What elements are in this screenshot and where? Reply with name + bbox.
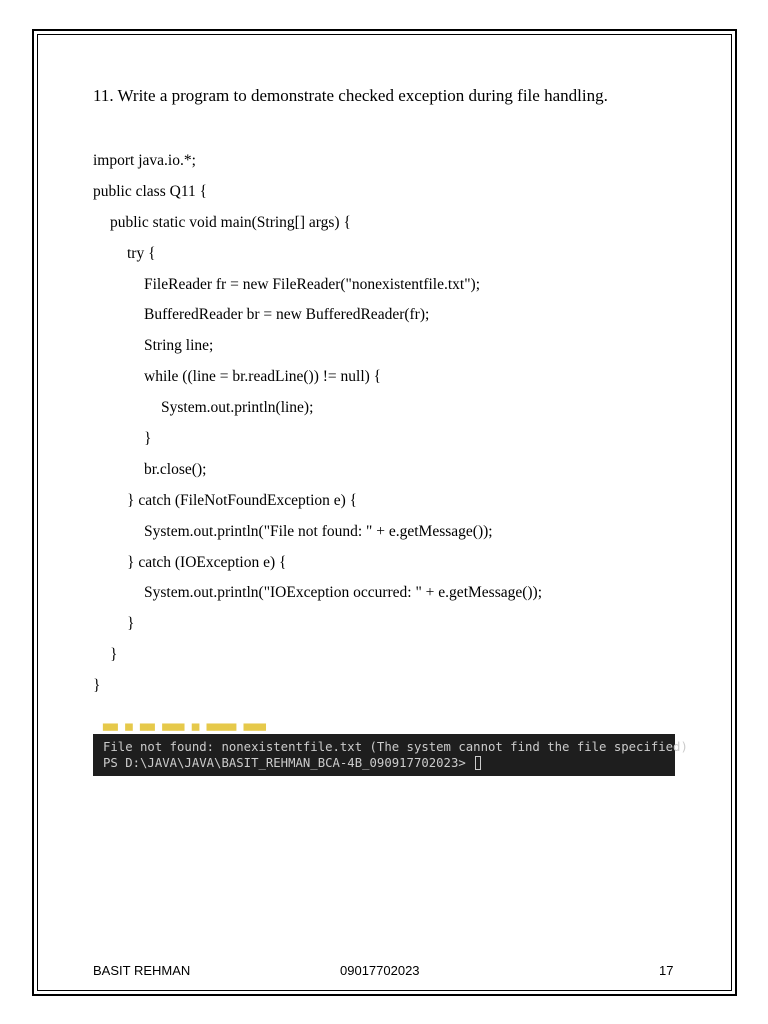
- code-line: }: [93, 677, 101, 695]
- terminal-output-line: File not found: nonexistentfile.txt (The system cannot find the file specified): [103, 740, 688, 754]
- code-line: public class Q11 {: [93, 182, 208, 200]
- terminal-output: [93, 724, 688, 776]
- code-line: } catch (FileNotFoundException e) {: [127, 491, 358, 509]
- question-heading: 11. Write a program to demonstrate checked exception during file handling.: [93, 86, 608, 105]
- code-line: public static void main(String[] args) {: [110, 213, 351, 231]
- code-line: }: [127, 615, 135, 633]
- terminal-cursor: [475, 756, 481, 770]
- code-block: [93, 146, 542, 702]
- terminal-cropped-line: ▀▀ ▀ ▀▀ ▀▀▀ ▀ ▀▀▀▀ ▀▀▀: [103, 724, 266, 738]
- footer-page-number: 17: [659, 963, 674, 978]
- code-line: } catch (IOException e) {: [127, 553, 287, 571]
- code-line: br.close();: [144, 460, 207, 478]
- code-line: System.out.println("File not found: " + e.getMessage());: [144, 522, 493, 540]
- terminal-prompt-text: PS D:\JAVA\JAVA\BASIT_REHMAN_BCA-4B_090917702023>: [103, 756, 466, 770]
- code-line: }: [110, 646, 118, 664]
- code-line: import java.io.*;: [93, 152, 196, 169]
- code-line: System.out.println(line);: [161, 399, 314, 417]
- code-line: }: [144, 430, 152, 448]
- code-line: BufferedReader br = new BufferedReader(fr);: [144, 306, 430, 324]
- code-line: String line;: [144, 337, 214, 355]
- code-line: try {: [127, 244, 156, 262]
- terminal-prompt-line: [103, 755, 481, 771]
- code-line: while ((line = br.readLine()) != null) {: [144, 368, 382, 386]
- code-line: FileReader fr = new FileReader("nonexistentfile.txt");: [144, 275, 481, 293]
- code-line: System.out.println("IOException occurred: " + e.getMessage());: [144, 584, 543, 602]
- footer-author: BASIT REHMAN: [93, 963, 191, 978]
- footer-id: 09017702023: [340, 963, 420, 978]
